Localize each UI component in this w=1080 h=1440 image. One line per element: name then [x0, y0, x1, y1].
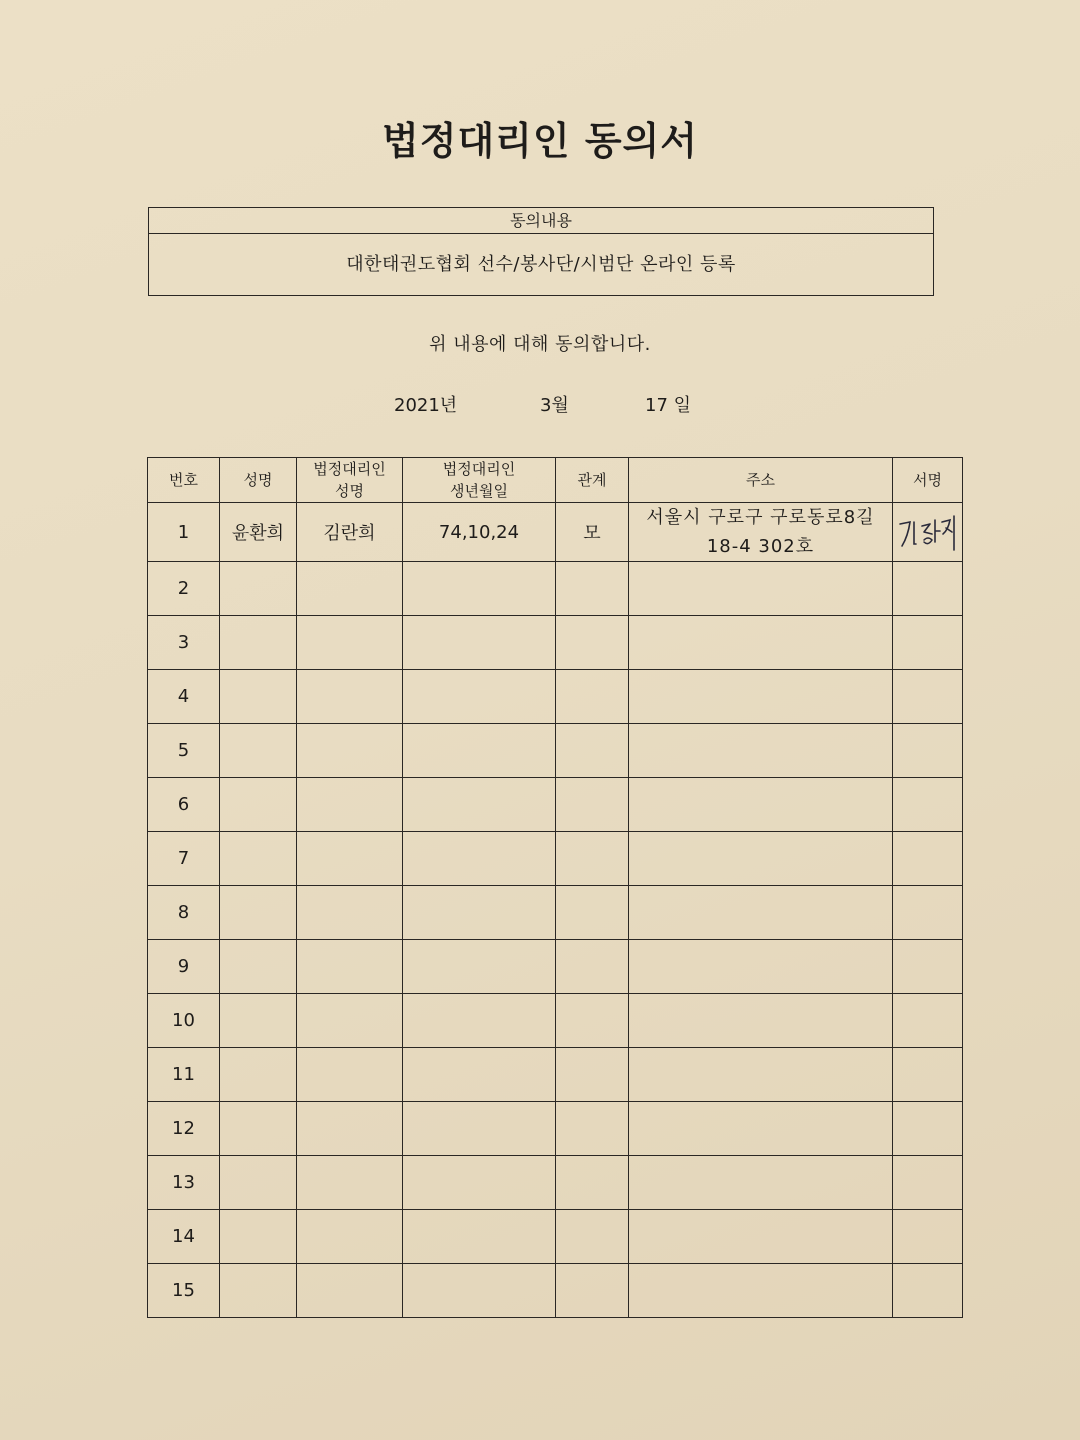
cell-number: 15	[148, 1264, 220, 1318]
table-header-row	[148, 458, 963, 503]
cell-guardian-birth	[403, 1156, 556, 1210]
cell-guardian-name	[297, 1102, 403, 1156]
cell-guardian-name	[297, 562, 403, 616]
cell-name	[220, 886, 297, 940]
header-guardian-birth	[403, 458, 556, 503]
cell-relation	[556, 994, 629, 1048]
cell-guardian-name	[297, 940, 403, 994]
cell-relation	[556, 886, 629, 940]
cell-guardian-birth	[403, 1210, 556, 1264]
cell-signature	[893, 503, 963, 562]
cell-address	[629, 670, 893, 724]
table-row	[148, 886, 963, 940]
table-row	[148, 670, 963, 724]
cell-signature	[893, 670, 963, 724]
cell-relation	[556, 1264, 629, 1318]
consent-header: 동의내용	[149, 208, 933, 234]
cell-guardian-name	[297, 724, 403, 778]
header-guardian-birth-line1: 법정대리인	[442, 460, 516, 478]
table-row	[148, 1102, 963, 1156]
table-row	[148, 994, 963, 1048]
cell-number: 9	[148, 940, 220, 994]
handwritten-signature	[896, 510, 960, 554]
cell-number: 12	[148, 1102, 220, 1156]
cell-signature	[893, 1156, 963, 1210]
date-year: 2021년	[394, 395, 458, 416]
cell-guardian-birth	[403, 832, 556, 886]
cell-guardian-birth	[403, 562, 556, 616]
cell-name	[220, 832, 297, 886]
cell-relation	[556, 724, 629, 778]
cell-guardian-birth	[403, 940, 556, 994]
cell-name	[220, 724, 297, 778]
header-guardian-name-line1: 법정대리인	[313, 460, 386, 478]
cell-name	[220, 670, 297, 724]
cell-name	[220, 778, 297, 832]
cell-signature	[893, 994, 963, 1048]
header-guardian-birth-line2: 생년월일	[450, 482, 508, 500]
cell-name	[220, 616, 297, 670]
cell-signature	[893, 1210, 963, 1264]
cell-guardian-name	[297, 1264, 403, 1318]
consent-content: 대한태권도협회 선수/봉사단/시범단 온라인 등록	[346, 254, 736, 275]
cell-relation	[556, 778, 629, 832]
table-row	[148, 503, 963, 562]
cell-name	[220, 1156, 297, 1210]
cell-number: 13	[148, 1156, 220, 1210]
cell-signature	[893, 778, 963, 832]
cell-name	[220, 1048, 297, 1102]
consent-box	[148, 207, 934, 296]
table-row	[148, 1264, 963, 1318]
table-row	[148, 562, 963, 616]
cell-guardian-name	[297, 832, 403, 886]
cell-address	[629, 1210, 893, 1264]
cell-relation	[556, 670, 629, 724]
cell-number: 3	[148, 616, 220, 670]
cell-signature	[893, 1264, 963, 1318]
cell-number: 2	[148, 562, 220, 616]
cell-signature	[893, 886, 963, 940]
cell-name: 윤환희	[220, 503, 297, 562]
address-line1: 서울시 구로구 구로동로8길	[646, 507, 875, 528]
header-name: 성명	[220, 458, 297, 503]
cell-relation	[556, 1048, 629, 1102]
cell-guardian-birth	[403, 778, 556, 832]
cell-guardian-name	[297, 1156, 403, 1210]
cell-signature	[893, 1102, 963, 1156]
date-day: 17 일	[645, 395, 692, 416]
cell-signature	[893, 832, 963, 886]
cell-address	[629, 832, 893, 886]
cell-relation	[556, 1210, 629, 1264]
cell-name	[220, 1264, 297, 1318]
cell-number: 4	[148, 670, 220, 724]
cell-relation	[556, 1102, 629, 1156]
cell-guardian-birth	[403, 670, 556, 724]
cell-guardian-birth	[403, 1264, 556, 1318]
cell-guardian-name	[297, 1210, 403, 1264]
cell-name	[220, 1102, 297, 1156]
document-title: 법정대리인 동의서	[382, 119, 698, 163]
table-row	[148, 724, 963, 778]
cell-guardian-birth: 74,10,24	[403, 503, 556, 562]
cell-number: 6	[148, 778, 220, 832]
cell-guardian-birth	[403, 886, 556, 940]
table-row	[148, 1210, 963, 1264]
cell-address	[629, 503, 893, 562]
agreement-statement: 위 내용에 대해 동의합니다.	[429, 334, 651, 355]
cell-name	[220, 994, 297, 1048]
table-row	[148, 616, 963, 670]
cell-address	[629, 562, 893, 616]
cell-signature	[893, 616, 963, 670]
cell-guardian-birth	[403, 616, 556, 670]
cell-address	[629, 886, 893, 940]
cell-relation: 모	[556, 503, 629, 562]
header-signature: 서명	[893, 458, 963, 503]
cell-guardian-name	[297, 994, 403, 1048]
cell-guardian-name	[297, 886, 403, 940]
cell-guardian-birth	[403, 994, 556, 1048]
table-row	[148, 778, 963, 832]
cell-name	[220, 562, 297, 616]
guardian-table	[147, 457, 963, 1318]
cell-address	[629, 994, 893, 1048]
cell-guardian-name: 김란희	[297, 503, 403, 562]
cell-relation	[556, 616, 629, 670]
cell-name	[220, 940, 297, 994]
cell-address	[629, 778, 893, 832]
cell-guardian-birth	[403, 724, 556, 778]
cell-number: 1	[148, 503, 220, 562]
cell-relation	[556, 832, 629, 886]
cell-address	[629, 1048, 893, 1102]
cell-signature	[893, 1048, 963, 1102]
cell-number: 10	[148, 994, 220, 1048]
cell-guardian-name	[297, 1048, 403, 1102]
table-row	[148, 940, 963, 994]
cell-address	[629, 1264, 893, 1318]
cell-guardian-name	[297, 670, 403, 724]
cell-relation	[556, 562, 629, 616]
cell-address	[629, 724, 893, 778]
cell-signature	[893, 724, 963, 778]
header-guardian-name	[297, 458, 403, 503]
cell-number: 11	[148, 1048, 220, 1102]
cell-number: 8	[148, 886, 220, 940]
cell-address	[629, 616, 893, 670]
cell-number: 14	[148, 1210, 220, 1264]
header-guardian-name-line2: 성명	[335, 482, 364, 500]
cell-guardian-name	[297, 616, 403, 670]
date-month: 3월	[540, 395, 569, 416]
cell-guardian-name	[297, 778, 403, 832]
table-row	[148, 832, 963, 886]
address-line2: 18-4 302호	[706, 536, 815, 557]
cell-relation	[556, 1156, 629, 1210]
header-address: 주소	[629, 458, 893, 503]
header-number: 번호	[148, 458, 220, 503]
cell-signature	[893, 940, 963, 994]
cell-number: 5	[148, 724, 220, 778]
cell-address	[629, 1102, 893, 1156]
table-row	[148, 1156, 963, 1210]
header-relation: 관계	[556, 458, 629, 503]
cell-address	[629, 940, 893, 994]
cell-guardian-birth	[403, 1102, 556, 1156]
cell-relation	[556, 940, 629, 994]
cell-signature	[893, 562, 963, 616]
cell-guardian-birth	[403, 1048, 556, 1102]
table-row	[148, 1048, 963, 1102]
cell-address	[629, 1156, 893, 1210]
cell-name	[220, 1210, 297, 1264]
cell-number: 7	[148, 832, 220, 886]
